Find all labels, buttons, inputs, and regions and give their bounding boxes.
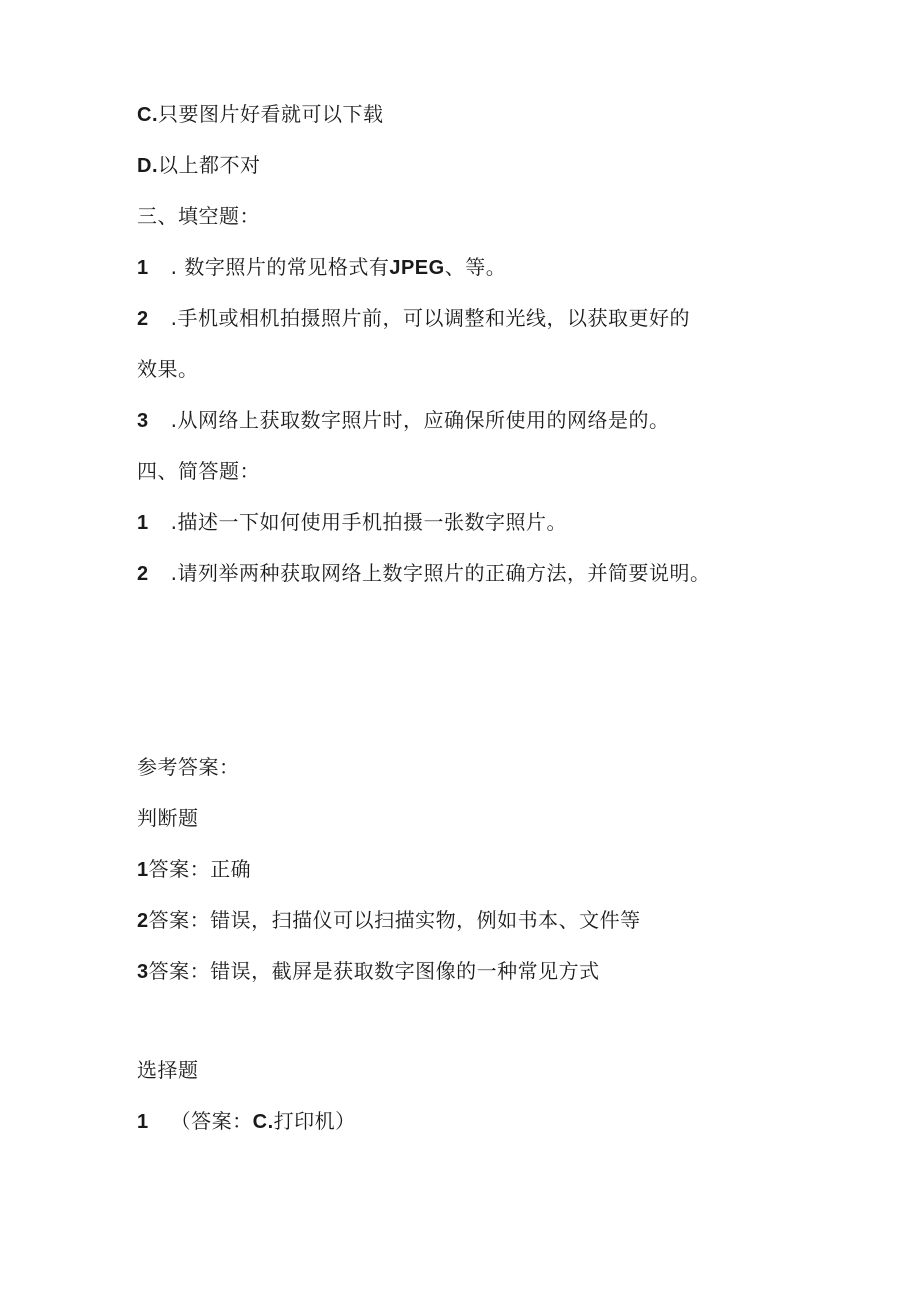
choice-title: 选择题 [137,1058,199,1082]
fill-item-1-text-after: 、等。 [444,255,507,279]
choice-item-1-text-before: （答案： [170,1109,253,1133]
judge-item-3-text: 答案：错误，截屏是获取数字图像的一种常见方式 [148,959,600,983]
judge-item-1 [137,855,251,884]
fill-item-1-latin: JPEG [389,257,445,279]
judge-item-2 [137,906,641,935]
short-item-2-sep: . [170,561,178,585]
option-c-prefix: C. [137,104,158,126]
short-item-2-num: 2 [137,563,149,585]
choice-item-1-text-after: 打印机） [273,1109,356,1133]
judge-item-3-num: 3 [137,961,149,983]
choice-item-1-latin: C. [252,1111,274,1133]
fill-item-1-text-before: 数字照片的常见格式有 [184,255,390,279]
fill-item-1-sep: . [170,255,185,279]
section-fill-title: 三、填空题： [137,204,260,228]
choice-item-1-num: 1 [137,1111,149,1133]
short-item-1-num: 1 [137,512,149,534]
judge-item-3 [137,957,600,986]
option-c [137,100,384,129]
short-item-1 [137,508,567,537]
judge-item-1-text: 答案：正确 [148,857,252,881]
short-item-2 [137,559,710,588]
fill-item-2 [137,304,690,333]
judge-item-1-num: 1 [137,859,149,881]
fill-item-1-num: 1 [137,257,149,279]
fill-item-2-sep: . [170,306,178,330]
judge-title: 判断题 [137,806,199,830]
fill-item-1 [137,253,506,282]
fill-item-3 [137,406,669,435]
short-item-1-text: 描述一下如何使用手机拍摄一张数字照片。 [177,510,567,534]
judge-item-2-num: 2 [137,910,149,932]
fill-item-3-sep: . [170,408,178,432]
fill-item-2-continuation: 效果。 [137,357,199,381]
short-item-2-text: 请列举两种获取网络上数字照片的正确方法，并简要说明。 [177,561,711,585]
short-item-1-sep: . [170,510,178,534]
judge-item-2-text: 答案：错误，扫描仪可以扫描实物，例如书本、文件等 [148,908,641,932]
option-d-prefix: D. [137,155,158,177]
fill-item-2-text: 手机或相机拍摄照片前，可以调整和光线，以获取更好的 [177,306,690,330]
fill-item-3-num: 3 [137,410,149,432]
answers-title: 参考答案： [137,755,240,779]
option-d-text: 以上都不对 [158,153,261,177]
option-c-text: 只要图片好看就可以下载 [158,102,384,126]
fill-item-2-num: 2 [137,308,149,330]
section-short-title: 四、简答题： [137,459,260,483]
option-d [137,151,261,180]
fill-item-3-text: 从网络上获取数字照片时，应确保所使用的网络是的。 [177,408,670,432]
choice-item-1 [137,1107,356,1136]
